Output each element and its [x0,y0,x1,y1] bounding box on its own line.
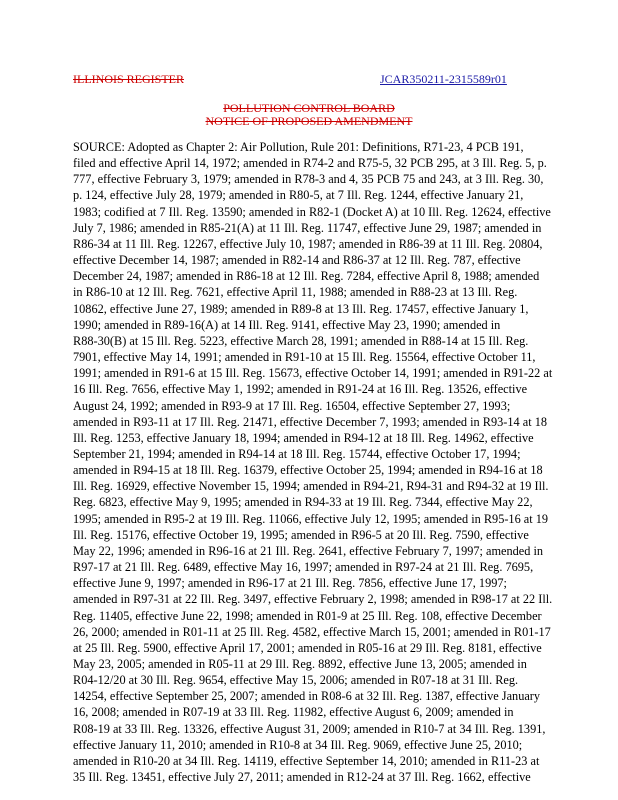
source-line: May 23, 2005; amended in R05-11 at 29 Ill. Reg. 8892, effective June 13, 2005; amended in [73,657,527,671]
source-line: R97-17 at 21 Ill. Reg. 6489, effective May 16, 1997; amended in R97-24 at 21 Ill. Reg. 7695, [73,560,534,575]
source-line: 10862, effective June 27, 1989; amended in R89-8 at 13 Ill. Reg. 17457, effective January 1, [73,301,529,316]
source-line: July 7, 1986; amended in R85-21(A) at 11 Ill. Reg. 11747, effective June 29, 1987; amended in [73,220,542,235]
source-line: 35 Ill. Reg. 13451, effective July 27, 2011; amended in R12-24 at 37 Ill. Reg. 1662, effective [73,770,531,785]
source-line: 7901, effective May 14, 1991; amended in R91-10 at 15 Ill. Reg. 15564, effective October 11, [73,350,536,365]
jcar-code-link[interactable]: JCAR350211-2315589r01 [380,72,507,86]
source-line: amended in R93-11 at 17 Ill. Reg. 21471, effective December 7, 1993; amended in R93-14 at 18 [73,414,547,429]
title-block [0,102,618,128]
source-line: R08-19 at 33 Ill. Reg. 13326, effective August 31, 2009; amended in R10-7 at 34 Ill. Reg. 1391, [73,721,546,736]
source-line: December 24, 1987; amended in R86-18 at 12 Ill. Reg. 7284, effective April 8, 1988; amended [73,269,540,284]
source-line: Reg. 6823, effective May 9, 1995; amended in R94-33 at 19 Ill. Reg. 7344, effective May 22, [73,495,533,510]
source-line: May 22, 1996; amended in R96-16 at 21 Ill. Reg. 2641, effective February 7, 1997; amended in [73,543,544,558]
source-line: 14254, effective September 25, 2007; amended in R08-6 at 32 Ill. Reg. 1387, effective January [73,689,541,704]
source-line: SOURCE: Adopted as Chapter 2: Air Pollution, Rule 201: Definitions, R71-23, 4 PCB 191, [73,140,524,154]
source-line: effective January 11, 2010; amended in R10-8 at 34 Ill. Reg. 9069, effective June 25, 2010; [73,737,523,752]
board-title: POLLUTION CONTROL BOARD [223,101,395,115]
source-line: effective June 9, 1997; amended in R96-17 at 21 Ill. Reg. 7856, effective June 17, 1997; [73,576,507,591]
source-line: 26, 2000; amended in R01-11 at 25 Ill. Reg. 4582, effective March 15, 2001; amended in R01-17 [73,624,551,639]
register-header: ILLINOIS REGISTER [73,72,184,86]
source-line: amended in R94-15 at 18 Ill. Reg. 16379, effective October 25, 1994; amended in R94-16 at 18 [73,463,543,478]
source-line: 1990; amended in R89-16(A) at 14 Ill. Reg. 9141, effective May 23, 1990; amended in [73,317,501,332]
source-line: 16, 2008; amended in R07-19 at 33 Ill. Reg. 11982, effective August 6, 2009; amended in [73,705,514,720]
source-line: 1995; amended in R95-2 at 19 Ill. Reg. 11066, effective July 12, 1995; amended in R95-16 at 19 [73,511,549,526]
notice-title: NOTICE OF PROPOSED AMENDMENT [205,114,413,128]
source-line: 1991; amended in R91-6 at 15 Ill. Reg. 15673, effective October 14, 1991; amended in R91-22 at [73,366,553,381]
source-line: filed and effective April 14, 1972; amended in R74-2 and R75-5, 32 PCB 295, at 3 Ill. Reg. 5, p. [73,156,547,171]
source-line: August 24, 1992; amended in R93-9 at 17 Ill. Reg. 16504, effective September 27, 1993; [73,398,511,413]
source-line: Ill. Reg. 1253, effective January 18, 1994; amended in R94-12 at 18 Ill. Reg. 14962, effective [73,430,534,445]
source-line: Reg. 11405, effective June 22, 1998; amended in R01-9 at 25 Ill. Reg. 108, effective December [73,608,542,623]
source-line: September 21, 1994; amended in R94-14 at 18 Ill. Reg. 15744, effective October 17, 1994; [73,446,521,461]
source-line: Ill. Reg. 15176, effective October 19, 1995; amended in R96-5 at 20 Ill. Reg. 7590, effective [73,527,529,542]
source-line: amended in R97-31 at 22 Ill. Reg. 3497, effective February 2, 1998; amended in R98-17 at 22 Ill. [73,592,553,607]
source-line: 16 Ill. Reg. 7656, effective May 1, 1992; amended in R91-24 at 16 Ill. Reg. 13526, effective [73,382,528,397]
source-line: at 25 Ill. Reg. 5900, effective April 17, 2001; amended in R05-16 at 29 Ill. Reg. 8181, effective [73,640,542,655]
source-line: R88-30(B) at 15 Ill. Reg. 5223, effective March 28, 1991; amended in R88-14 at 15 Ill. Reg. [73,333,529,348]
source-line: R04-12/20 at 30 Ill. Reg. 9654, effective May 15, 2006; amended in R07-18 at 31 Ill. Reg. [73,673,519,688]
source-line: effective December 14, 1987; amended in R82-14 and R86-37 at 12 Ill. Reg. 787, effective [73,253,521,268]
source-line: Ill. Reg. 16929, effective November 15, 1994; amended in R94-21, R94-31 and R94-32 at 19 Ill. [73,479,549,494]
source-line: R86-34 at 11 Ill. Reg. 12267, effective July 10, 1987; amended in R86-39 at 11 Ill. Reg. 20804, [73,236,543,251]
source-paragraph [73,139,551,785]
source-line: p. 124, effective July 28, 1979; amended in R80-5, at 7 Ill. Reg. 1244, effective January 21, [73,188,524,203]
source-line: 777, effective February 3, 1979; amended in R78-3 and 4, 35 PCB 75 and 243, at 3 Ill. Reg. 30, [73,172,544,187]
source-line: amended in R10-20 at 34 Ill. Reg. 14119, effective September 14, 2010; amended in R11-23 at [73,753,540,768]
source-line: in R86-10 at 12 Ill. Reg. 7621, effective April 11, 1988; amended in R88-23 at 13 Ill. Reg. [73,285,518,300]
source-line: 1983; codified at 7 Ill. Reg. 13590; amended in R82-1 (Docket A) at 10 Ill. Reg. 12624, effective [73,204,551,219]
